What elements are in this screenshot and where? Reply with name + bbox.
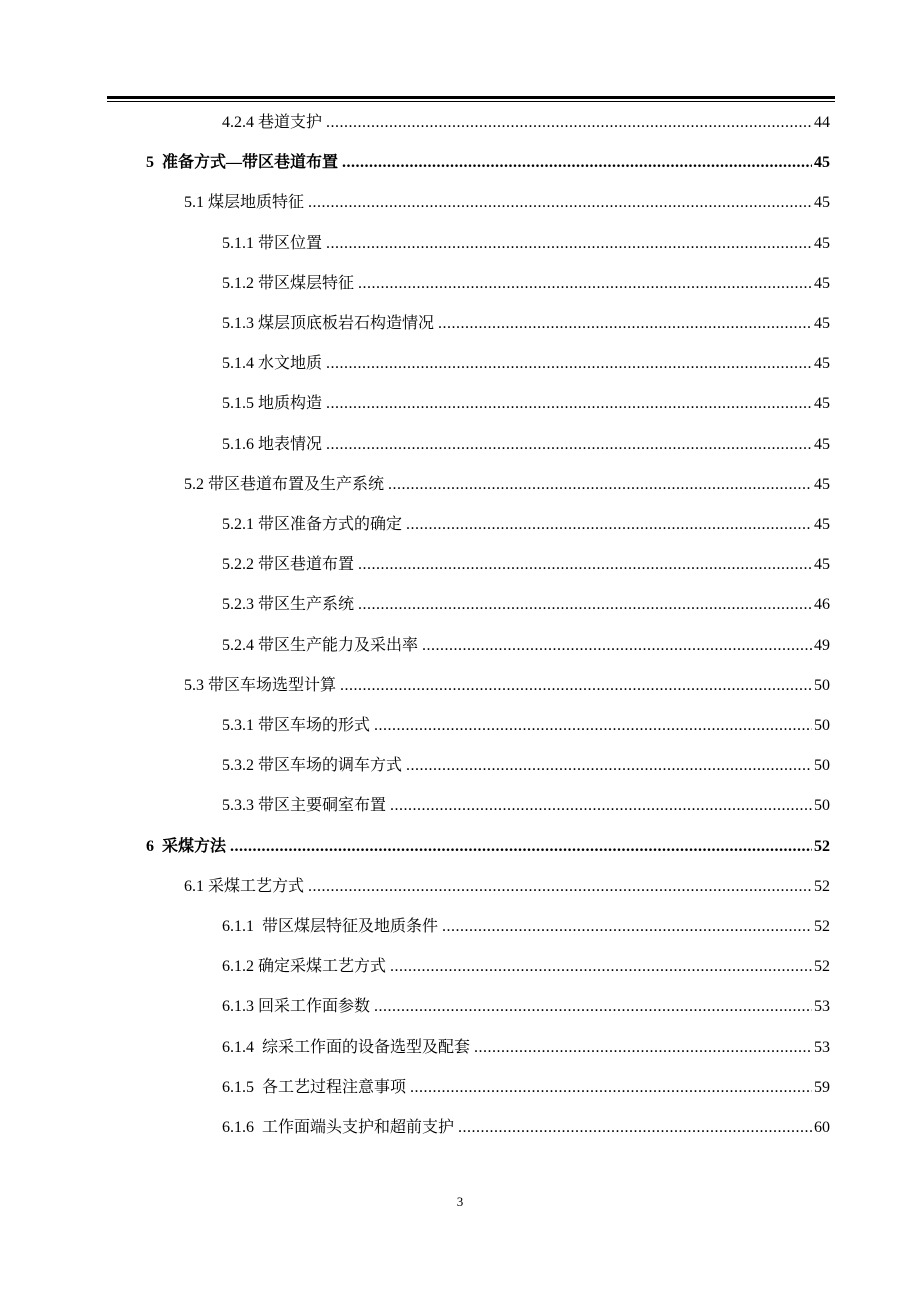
toc-dot-leader xyxy=(474,1037,812,1059)
toc-entry-page: 45 xyxy=(814,435,830,453)
toc-entry-label: 6.1.4 综采工作面的设备选型及配套 xyxy=(222,1038,471,1056)
toc-entry-page: 52 xyxy=(814,918,830,935)
toc-entry[interactable] xyxy=(222,1037,830,1059)
toc-entry[interactable] xyxy=(222,755,830,777)
toc-entry[interactable] xyxy=(222,635,830,657)
toc-entry-label: 6.1.1 带区煤层特征及地质条件 xyxy=(222,918,439,935)
toc-dot-leader xyxy=(388,474,812,496)
toc-entry[interactable] xyxy=(222,1077,830,1099)
toc-entry-label: 5.3 带区车场选型计算 xyxy=(184,676,337,694)
toc-entry-page: 45 xyxy=(814,395,830,413)
toc-entry-page: 60 xyxy=(814,1119,830,1136)
toc-entry-label: 5.1 煤层地质特征 xyxy=(184,194,305,212)
toc-dot-leader xyxy=(438,313,812,335)
toc-entry[interactable] xyxy=(222,956,830,978)
toc-entry-label: 5.1.3 煤层顶底板岩石构造情况 xyxy=(222,315,435,332)
toc-entry[interactable] xyxy=(146,836,830,858)
toc-dot-leader xyxy=(406,514,812,536)
toc-entry-label: 6.1.3 回采工作面参数 xyxy=(222,998,371,1016)
toc-entry-page: 52 xyxy=(814,837,830,855)
toc-dot-leader xyxy=(358,554,812,576)
toc-entry-page: 50 xyxy=(814,676,830,694)
toc-entry-label: 6.1.6 工作面端头支护和超前支护 xyxy=(222,1119,455,1136)
toc-dot-leader xyxy=(458,1117,812,1139)
toc-dot-leader xyxy=(406,755,812,777)
toc-entry-label: 5.2.3 带区生产系统 xyxy=(222,596,355,614)
toc-entry[interactable] xyxy=(222,996,830,1018)
header-rule-thin xyxy=(107,101,835,102)
toc-entry-label: 6 采煤方法 xyxy=(146,837,227,855)
toc-entry[interactable] xyxy=(222,554,830,576)
toc-dot-leader xyxy=(308,876,812,898)
toc-entry-label: 5.1.4 水文地质 xyxy=(222,355,323,373)
toc-entry-page: 49 xyxy=(814,636,830,654)
toc-dot-leader xyxy=(410,1077,812,1099)
toc-entry-label: 5.3.2 带区车场的调车方式 xyxy=(222,757,403,775)
toc-entry-page: 53 xyxy=(814,998,830,1016)
toc-entry-page: 45 xyxy=(814,315,830,332)
toc-entry[interactable] xyxy=(184,876,830,898)
toc-entry[interactable] xyxy=(222,795,830,817)
toc-entry[interactable] xyxy=(222,594,830,616)
toc-dot-leader xyxy=(326,434,812,456)
toc-dot-leader xyxy=(342,152,812,174)
toc-entry-page: 50 xyxy=(814,717,830,734)
toc-entry-label: 6.1.5 各工艺过程注意事项 xyxy=(222,1078,407,1096)
toc-entry-label: 5.1.5 地质构造 xyxy=(222,395,323,413)
toc-dot-leader xyxy=(326,353,812,375)
toc-entry[interactable] xyxy=(184,192,830,214)
toc-entry-label: 5.2.2 带区巷道布置 xyxy=(222,556,355,574)
toc-dot-leader xyxy=(390,956,812,978)
toc-entry[interactable] xyxy=(222,916,830,938)
toc-entry-label: 5.3.3 带区主要硐室布置 xyxy=(222,797,387,815)
toc-entry-page: 52 xyxy=(814,877,830,895)
toc-dot-leader xyxy=(340,675,812,697)
toc-entry[interactable] xyxy=(222,112,830,134)
toc-dot-leader xyxy=(422,635,812,657)
toc-entry-page: 50 xyxy=(814,757,830,775)
toc-entry[interactable] xyxy=(184,675,830,697)
toc-entry-page: 53 xyxy=(814,1038,830,1056)
toc-entry-page: 50 xyxy=(814,797,830,815)
toc-entry-page: 45 xyxy=(814,234,830,252)
toc-entry-page: 45 xyxy=(814,556,830,574)
toc-entry-page: 46 xyxy=(814,596,830,614)
toc-entry-page: 45 xyxy=(814,154,830,172)
toc-dot-leader xyxy=(374,715,812,737)
toc-entry[interactable] xyxy=(146,152,830,174)
toc-entry-label: 5 准备方式—带区巷道布置 xyxy=(146,154,339,172)
toc-entry-label: 5.2.4 带区生产能力及采出率 xyxy=(222,636,419,654)
toc-entry[interactable] xyxy=(184,474,830,496)
toc-entry-page: 59 xyxy=(814,1078,830,1096)
toc-entry-label: 5.2.1 带区准备方式的确定 xyxy=(222,516,403,533)
toc-entry[interactable] xyxy=(222,1117,830,1139)
page-number: 3 xyxy=(456,1194,464,1209)
toc-dot-leader xyxy=(374,996,812,1018)
toc-dot-leader xyxy=(230,836,812,858)
toc-entry[interactable] xyxy=(222,313,830,335)
toc-entry-label: 5.1.6 地表情况 xyxy=(222,435,323,453)
toc-dot-leader xyxy=(326,112,812,134)
toc-entry-page: 52 xyxy=(814,958,830,976)
toc-entry-page: 44 xyxy=(814,114,830,131)
toc-dot-leader xyxy=(326,233,812,255)
toc-entry-label: 6.1.2 确定采煤工艺方式 xyxy=(222,958,387,976)
toc-dot-leader xyxy=(308,192,812,214)
toc-entry[interactable] xyxy=(222,393,830,415)
toc-dot-leader xyxy=(390,795,812,817)
header-rule-thick xyxy=(107,96,835,99)
toc-entry-label: 4.2.4 巷道支护 xyxy=(222,114,323,131)
toc-entry-page: 45 xyxy=(814,355,830,373)
toc-dot-leader xyxy=(358,273,812,295)
toc-entry[interactable] xyxy=(222,273,830,295)
toc-entry-page: 45 xyxy=(814,516,830,533)
toc-entry[interactable] xyxy=(222,434,830,456)
toc-entry-label: 6.1 采煤工艺方式 xyxy=(184,877,305,895)
toc-dot-leader xyxy=(442,916,812,938)
toc-dot-leader xyxy=(326,393,812,415)
toc-entry-label: 5.1.1 带区位置 xyxy=(222,234,323,252)
toc-entry-label: 5.1.2 带区煤层特征 xyxy=(222,274,355,292)
toc-entry[interactable] xyxy=(222,353,830,375)
toc-entry-page: 45 xyxy=(814,475,830,493)
toc-entry-label: 5.3.1 带区车场的形式 xyxy=(222,717,371,734)
toc-entry-page: 45 xyxy=(814,274,830,292)
toc-entry-page: 45 xyxy=(814,194,830,212)
toc-entry-label: 5.2 带区巷道布置及生产系统 xyxy=(184,475,385,493)
toc-entry[interactable] xyxy=(222,715,830,737)
toc-entry[interactable] xyxy=(222,233,830,255)
toc-entry[interactable] xyxy=(222,514,830,536)
toc-dot-leader xyxy=(358,594,812,616)
